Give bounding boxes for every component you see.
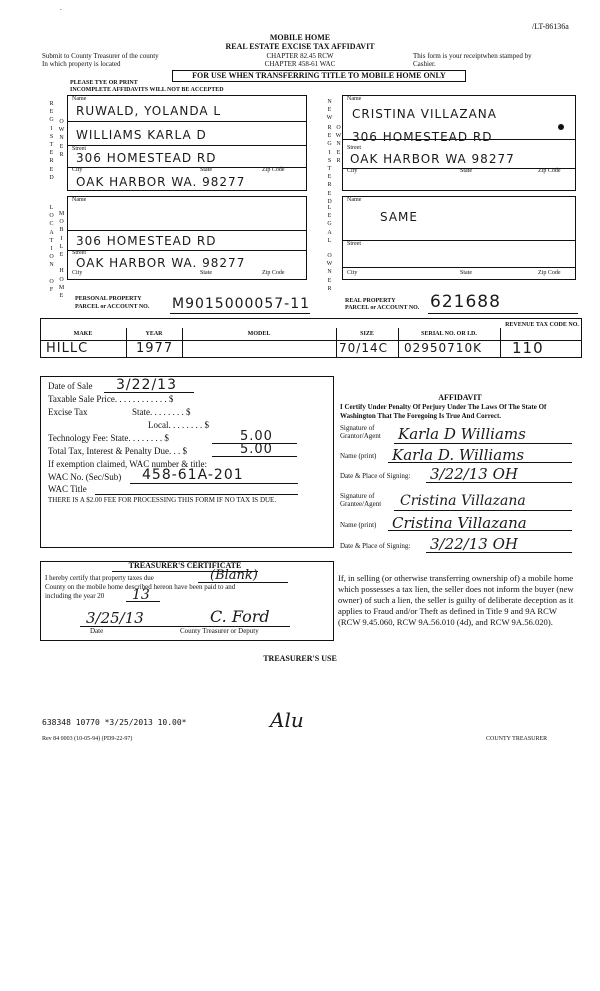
ml-name-label: Name [72,197,87,203]
ink-dot [558,124,564,130]
th-model: MODEL [247,331,271,337]
th-revenue-code: REVENUE TAX CODE NO. [505,322,579,328]
ml-street: 306 HOMESTEAD RD [76,234,217,248]
county-treasurer-label: COUNTY TREASURER [486,736,548,742]
grantee-date: 3/22/13 OH [430,535,518,553]
no-state-label: State [460,168,472,174]
lo-name-label: Name [347,197,362,203]
no-city-line: OAK HARBOR WA 98277 [350,152,515,166]
grantee-date-label: Date & Place of Signing: [340,542,411,550]
ro-name-1: RUWALD, YOLANDA L [76,104,222,118]
side-label-new: N E W [326,99,333,122]
no-zip-label: Zip Code [538,168,561,174]
lo-street-label: Street [347,241,361,247]
ro-zip-label: Zip Code [262,167,285,173]
grantee-sig-label-1: Signature of [340,492,375,500]
td-serial: 02950710K [404,341,482,355]
lo-zip-label: Zip Code [538,270,561,276]
submit-line-1: Submit to County Treasurer of the county [42,52,159,60]
grantor-sig-label-2: Grantor/Agent [340,432,381,440]
treasurers-use: TREASURER'S USE [263,654,337,663]
receipt-line-2: Cashier. [413,60,436,68]
treasurer-signature: C. Ford [210,607,270,626]
grantor-date: 3/22/13 OH [430,465,518,483]
submit-line-2: In which property is located [42,60,121,68]
grantee-name-label: Name (print) [340,521,377,529]
real-parcel-value: 621688 [430,292,501,312]
sale-date-label: Date of Sale [48,381,93,391]
ml-city-line: OAK HARBOR WA. 98277 [76,256,246,270]
side-label-new-registered: R E G I S T E R E D [327,125,332,205]
total-tax-label: Total Tax, Interest & Penalty Due. . . $ [48,446,188,456]
excise-tax-label: Excise Tax [48,407,88,417]
ro-city-label: City [72,167,83,173]
th-serial: SERIAL NO. OR I.D. [421,331,477,337]
treasurer-cert-line-1: I hereby certify that property taxes due [45,574,154,582]
ro-street-label: Street [72,146,86,152]
sale-price-label: Taxable Sale Price. . . . . . . . . . . . $ [48,394,174,404]
exemption-label: If exemption claimed, WAC number & title: [48,459,208,469]
affidavit-title: AFFIDAVIT [438,393,482,402]
side-label-new-owner: O W N E R [335,125,342,164]
td-size: 70/14C [339,341,388,355]
treasurer-date-label: Date [90,627,104,635]
treasurer-cert-title: TREASURER'S CERTIFICATE [128,561,242,570]
th-make: MAKE [73,331,93,337]
sale-date-value: 3/22/13 [116,377,177,393]
grantor-name: Karla D. Williams [392,446,525,464]
side-label-location: L O C A T I O N O F [49,205,54,294]
lo-state-label: State [460,270,472,276]
real-parcel-label-2: PARCEL or ACCOUNT NO. [345,305,420,311]
affidavit-certify: I Certify Under Penalty Of Perjury Under The Laws Of The State Of Washington That The Foregoing Is True And Correct. [340,403,547,420]
fee-note: THERE IS A $2.00 FEE FOR PROCESSING THIS FORM IF NO TAX IS DUE. [48,496,277,504]
wac-no-label: WAC No. (Sec/Sub) [48,472,122,482]
tax-lien-warning: If, in selling (or otherwise transferring ownership of) a mobile home which possesses a tax lien, the seller does not inform the buyer (new owner) of such a lien, the seller is guilty of deliberate deception as it applies to Fraud and/or Theft as defined in Title 9 and 9A RCW (RCW 9.45.060, RCW 9A.56.010 (4d), and RCW 9A.56.020). [338,573,574,627]
print-instruction: PLEASE TYE OR PRINT [70,80,138,86]
incomplete-warning: INCOMPLETE AFFIDAVITS WILL NOT BE ACCEPTED [70,87,224,93]
no-name-label: Name [347,96,362,102]
ro-state-label: State [200,167,212,173]
treasurer-cert-year: 13 [132,587,150,603]
excise-local-label: Local. . . . . . . . $ [148,420,209,430]
tech-fee-label: Technology Fee: State. . . . . . . . $ [48,433,169,443]
no-city-label: City [347,168,358,174]
receipt-line-1: This form is your receiptwhen stamped by [413,52,532,60]
side-label-registered: R E G I S T E R E D [49,101,54,181]
no-street: 306 HOMESTEAD RD [352,130,493,144]
ro-street: 306 HOMESTEAD RD [76,151,217,165]
no-name: CRISTINA VILLAZANA [352,107,497,121]
grantee-signature: Cristina Villazana [400,493,526,509]
th-year: YEAR [145,331,163,337]
wac-title-label: WAC Title [48,484,87,494]
ro-city-line: OAK HARBOR WA. 98277 [76,175,246,189]
grantee-sig-label-2: Grantee/Agent [340,500,382,508]
td-make: HILLC [46,341,89,356]
grantor-name-label: Name (print) [340,452,377,460]
treasurer-cert-line-2: County on the mobile home described hereon have been paid to and [45,583,236,591]
chapter-wac: CHAPTER 458-61 WAC [264,60,336,68]
personal-parcel-label-1: PERSONAL PROPERTY [75,296,142,302]
grantee-name: Cristina Villazana [392,514,527,532]
treasurer-cert-line-3: including the year 20 [45,592,105,600]
treasurer-cert-blank: (Blank) [210,568,258,583]
lo-city-label: City [347,270,358,276]
td-revenue-code: 110 [512,339,544,357]
rev-number: Rev 84 0003 (10-05-94) (PD9-22-97) [42,736,133,742]
wac-no-value: 458-61A-201 [142,467,244,483]
treasurer-initials: Alu [270,708,304,732]
title-mobile-home: MOBILE HOME [269,33,331,42]
no-street-label: Street [347,145,361,151]
ml-street-label: Street [72,250,86,256]
ml-city-label: City [72,270,83,276]
form-code: /LT-86136a [532,22,569,31]
tech-fee-value: 5.00 [240,429,273,444]
side-label-owner: O W N E R [58,119,65,158]
th-size: SIZE [360,331,374,337]
side-label-mobile-home: M O B I L E H O M E [58,211,65,300]
ml-zip-label: Zip Code [262,270,285,276]
side-label-legal-owner: O W N E R [326,253,333,292]
title-affidavit: REAL ESTATE EXCISE TAX AFFIDAVIT [225,42,375,51]
personal-parcel-value: M9015000057-11 [172,296,311,312]
grantor-sig-label-1: Signature of [340,424,375,432]
grantor-date-label: Date & Place of Signing: [340,472,411,480]
excise-state-label: State. . . . . . . . $ [132,407,191,417]
corner-mark: . [60,4,62,12]
personal-parcel-label-2: PARCEL or ACCOUNT NO. [75,304,150,310]
grantor-signature: Karla D Williams [398,425,526,443]
treasurer-deputy-label: County Treasurer or Deputy [180,627,259,635]
td-year: 1977 [136,341,174,356]
ml-state-label: State [200,270,212,276]
total-tax-value: 5.00 [240,442,273,457]
chapter-rcw: CHAPTER 82.45 RCW [266,52,334,60]
receipt-stamp: 638348 10770 *3/25/2013 10.00* [42,718,187,727]
ro-name-label: Name [72,96,87,102]
transfer-banner: FOR USE WHEN TRANSFERRING TITLE TO MOBILE HOME ONLY [172,70,466,82]
real-parcel-label-1: REAL PROPERTY [345,298,396,304]
ro-name-2: WILLIAMS KARLA D [76,128,207,142]
lo-name: SAME [380,210,418,224]
side-label-legal: L E G A L [327,205,332,244]
treasurer-cert-date: 3/25/13 [86,609,144,627]
